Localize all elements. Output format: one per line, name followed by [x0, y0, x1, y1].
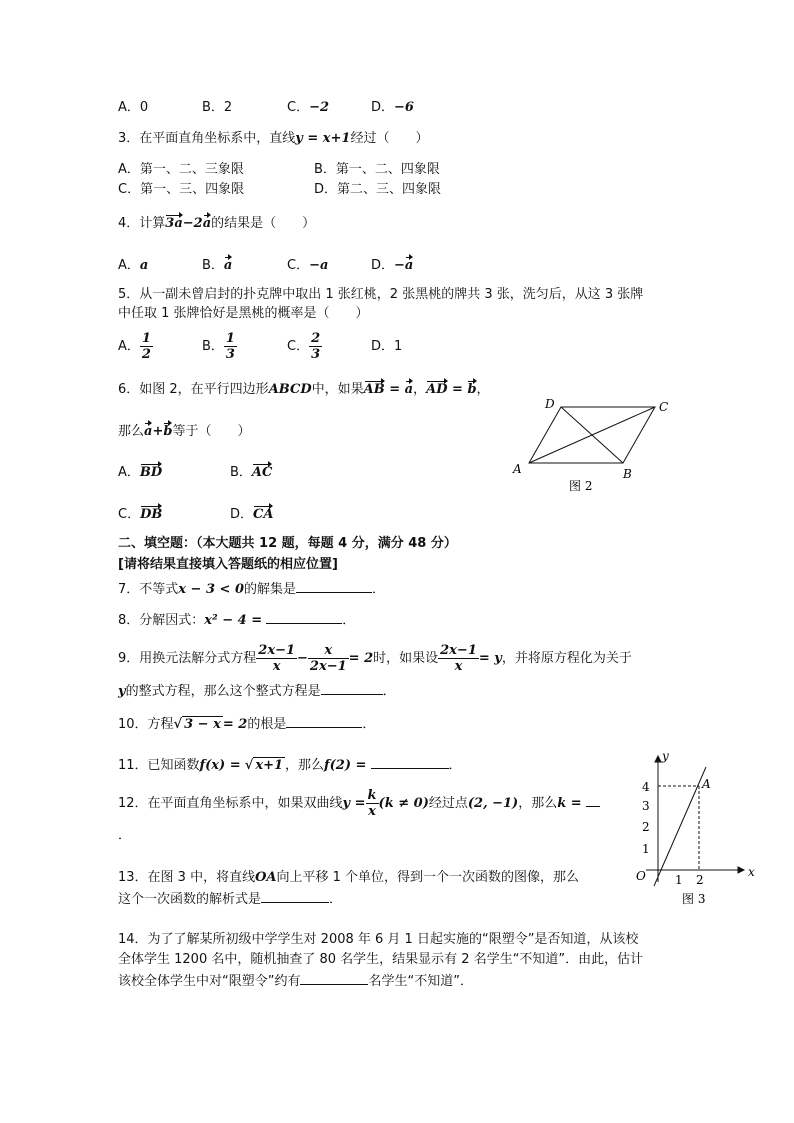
q3-option-a: A．第一、二、三象限: [118, 162, 244, 177]
q4-option-b: B．a: [202, 258, 233, 273]
y-axis-label: y: [662, 749, 669, 763]
q11: 11．已知函数f(x) = √ x+1 ，那么f(2) = ．: [118, 758, 462, 773]
figure-2: [505, 395, 685, 495]
vertex-b: B: [623, 467, 632, 481]
origin-label: O: [636, 869, 646, 883]
q10: 10．方程√ 3 − x = 2的根是 ．: [118, 717, 376, 732]
line-oa: [654, 767, 706, 886]
q14-answer-blank[interactable]: [300, 972, 368, 985]
q2-option-b: B．2: [202, 100, 233, 115]
q6-line2: 那么a+b等于（ ）: [118, 424, 251, 439]
x-axis-label: x: [748, 865, 755, 879]
q6-option-c: C．DB: [118, 507, 163, 522]
y-axis-arrow: [655, 756, 661, 762]
q8-answer-blank[interactable]: [266, 611, 342, 624]
q14-line1: 14．为了了解某所初级中学学生对 2008 年 6 月 1 日起实施的“限塑令”是否知道，从该校: [118, 932, 639, 947]
q10-answer-blank[interactable]: [286, 715, 362, 728]
q13-line2: 这个一次函数的解析式是 ．: [118, 892, 343, 907]
x-axis-arrow: [738, 867, 744, 873]
q9-line2: y的整式方程，那么这个整式方程是 ．: [118, 684, 396, 699]
q11-answer-blank[interactable]: [371, 756, 449, 769]
section2-title: 二、填空题：（本大题共 12 题，每题 4 分，满分 48 分）: [118, 536, 457, 551]
q5-option-a: A． $\frac{1}{2}$: [118, 331, 151, 362]
q2-option-d: D．−6: [371, 100, 414, 115]
q7: 7．不等式x − 3 < 0的解集是 ．: [118, 582, 386, 597]
q14-line3: 该校全体学生中对“限塑令”约有 名学生“不知道”．: [118, 974, 473, 989]
q3-option-d: D．第二、三、四象限: [314, 182, 442, 197]
q9-answer-blank[interactable]: [321, 682, 383, 695]
q6-option-b: B．AC: [230, 465, 273, 480]
q3-option-b: B．第一、二、四象限: [314, 162, 440, 177]
q12: 12．在平面直角坐标系中，如果双曲线y = $\frac{k}{x}$ (k ≠ 0)经过点(2, −1)，那么k =: [118, 786, 600, 822]
y-tick-1: 1: [642, 842, 650, 856]
q14-line2: 全体学生 1200 名中，随机抽查了 80 名学生，结果显示有 2 名学生“不知道”．由此，估计: [118, 952, 644, 967]
x-tick-2: 2: [696, 873, 704, 887]
q5-line1: 5．从一副未曾启封的扑克牌中取出 1 张红桃，2 张黑桃的牌共 3 张，洗匀后，从这 3 张牌: [118, 287, 644, 302]
q12-end: ．: [118, 828, 132, 843]
q5-line2: 中任取 1 张牌恰好是黑桃的概率是（ ）: [118, 306, 369, 321]
q13-line1: 13．在图 3 中，将直线OA向上平移 1 个单位，得到一个一次函数的图像，那么: [118, 870, 580, 885]
vertex-a: A: [513, 462, 522, 476]
y-tick-2: 2: [642, 820, 650, 834]
figure-3-caption: 图 3: [682, 892, 706, 906]
point-a-label: A: [702, 777, 711, 791]
vertex-d: D: [545, 397, 555, 411]
figure-2-caption: 图 2: [569, 479, 593, 493]
q4-option-d: D．−a: [371, 258, 414, 273]
parallelogram-abcd: [529, 407, 655, 463]
q5-option-d: D．1: [371, 339, 403, 354]
q4-stem: 4．计算3a−2a的结果是（ ）: [118, 216, 316, 231]
q2-option-a: A．0: [118, 100, 149, 115]
q3-option-c: C．第一、三、四象限: [118, 182, 245, 197]
x-tick-1: 1: [675, 873, 683, 887]
q8: 8．分解因式：x² − 4 = ．: [118, 613, 356, 628]
q13-answer-blank[interactable]: [261, 890, 329, 903]
q12-answer-blank[interactable]: [586, 794, 600, 807]
q4-option-a: A．a: [118, 258, 149, 273]
q4-option-c: C．−a: [287, 258, 329, 273]
y-tick-3: 3: [642, 799, 650, 813]
q6-option-d: D．CA: [230, 507, 274, 522]
q6-stem: 6．如图 2，在平行四边形ABCD中，如果AB = a，AD = b，: [118, 382, 490, 397]
vertex-c: C: [659, 400, 669, 414]
q9-line1: 9．用换元法解分式方程 $\frac{2x-1}{x}$ − $\frac{x}{2x-1}$ = 2时，如果设 $\frac{2x-1}{x}$ = y，并将原方程化为关于: [118, 643, 632, 674]
q6-option-a: A．BD: [118, 465, 163, 480]
q5-option-b: B． $\frac{1}{3}$: [202, 331, 235, 362]
section2-note: [请将结果直接填入答题纸的相应位置]: [118, 557, 338, 572]
q3-stem: 3．在平面直角坐标系中，直线y = x+1经过（ ）: [118, 131, 429, 146]
q5-option-c: C． $\frac{2}{3}$: [287, 331, 321, 362]
q7-answer-blank[interactable]: [296, 580, 372, 593]
y-tick-4: 4: [642, 780, 650, 794]
figure-3: [630, 748, 760, 913]
q2-option-c: C．−2: [287, 100, 330, 115]
